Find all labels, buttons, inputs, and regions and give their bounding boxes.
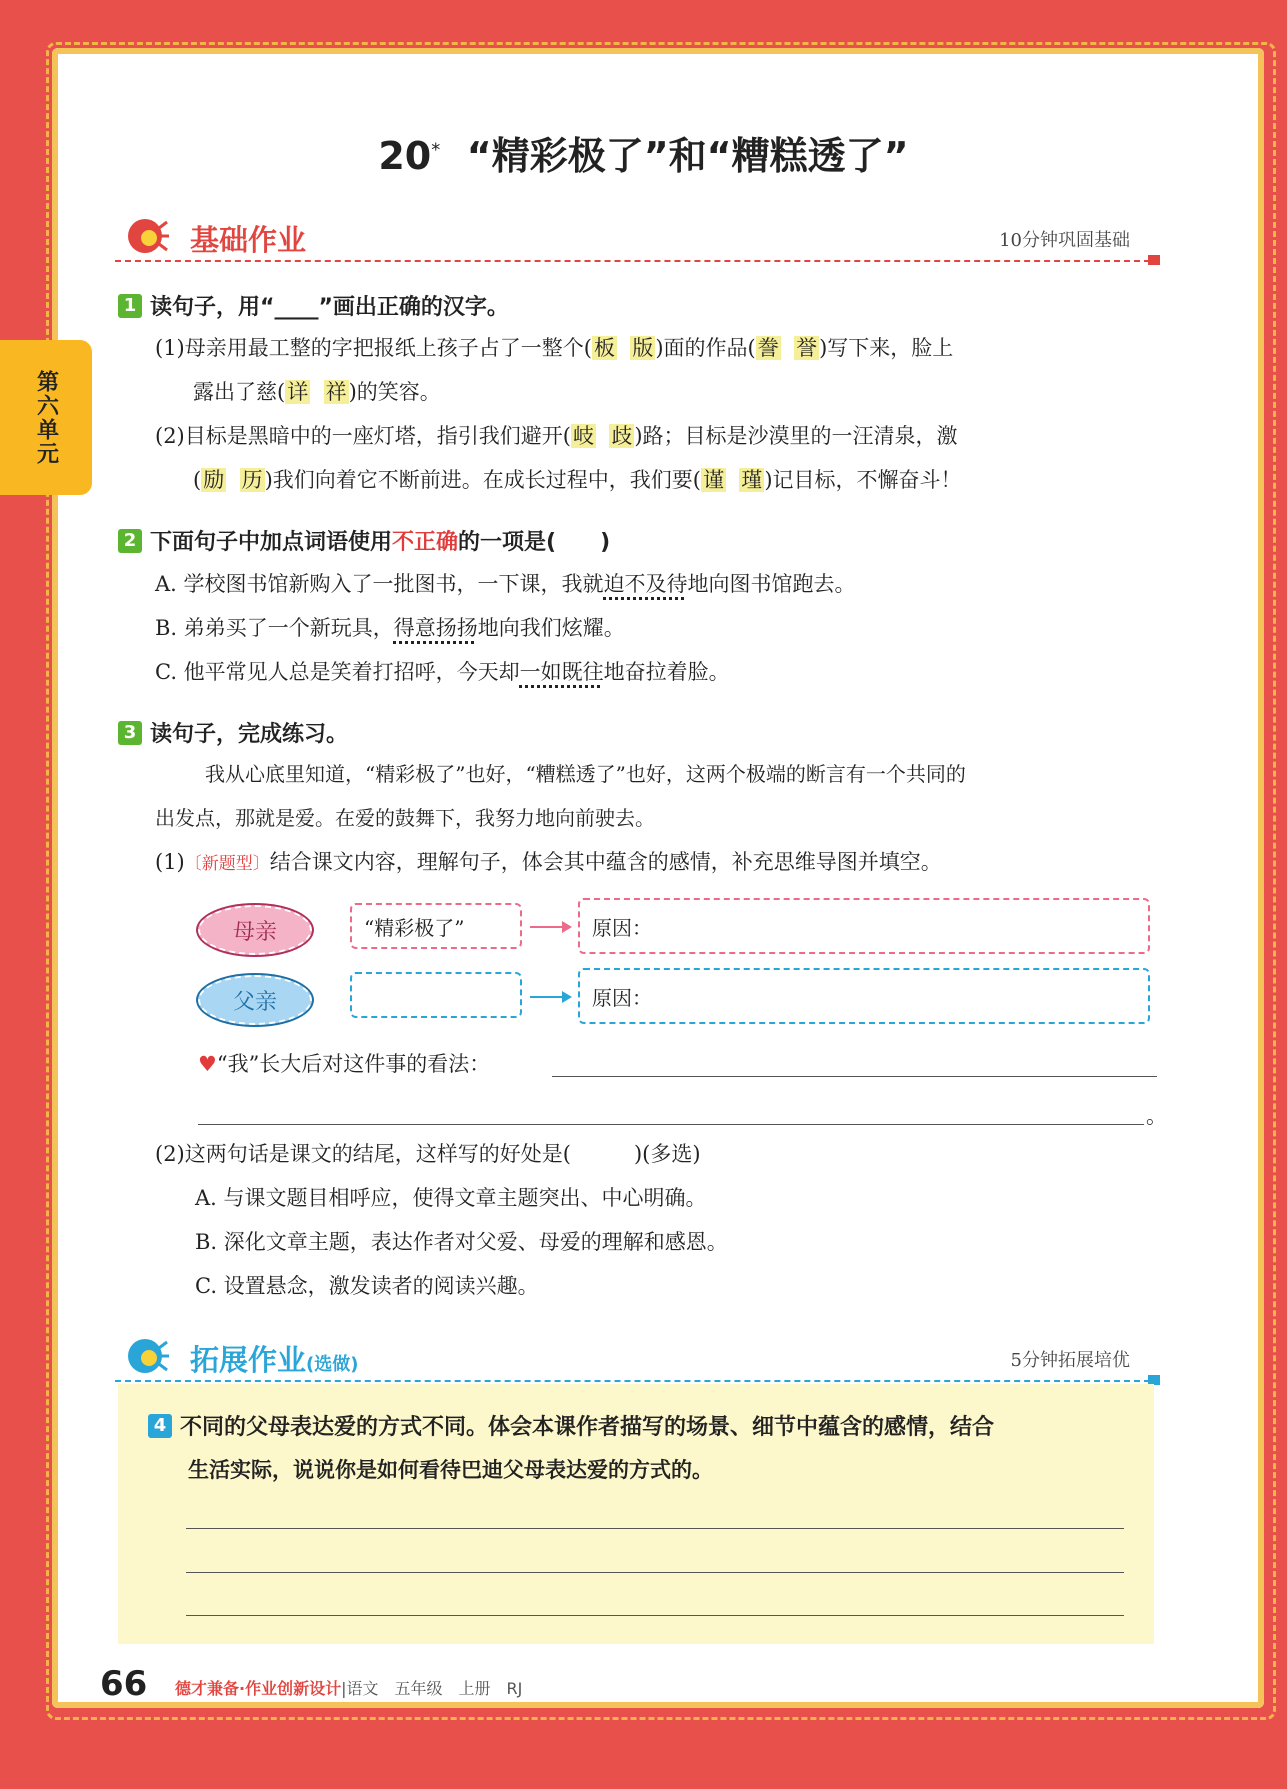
q1-line1: [155, 326, 953, 370]
basic-section-header: [115, 210, 1160, 270]
option-text: 地向图书馆跑去。: [687, 572, 856, 596]
option-text: C. 他平常见人总是笑着打招呼，今天却: [155, 660, 520, 684]
lesson-title: [0, 125, 1287, 180]
q2-option-a[interactable]: [155, 562, 856, 606]
page-number: 66: [100, 1664, 148, 1704]
dotted-word: 迫不及待: [603, 572, 688, 596]
bell-icon: [123, 214, 169, 258]
q1-text: )写下来，脸上: [819, 336, 954, 360]
basic-section-divider: [115, 260, 1160, 262]
mother-label: 母亲: [232, 919, 277, 945]
q3-sub1-number: (1): [155, 850, 185, 874]
q1-text: )的笑容。: [348, 380, 441, 404]
option-text: 地向我们炫耀。: [477, 616, 625, 640]
lesson-number: 20: [378, 134, 432, 178]
q2-number: 2: [118, 529, 142, 553]
q1-choice[interactable]: 誊: [757, 336, 779, 360]
unit-tab: 第六单元: [0, 340, 92, 495]
mother-arrow: [530, 926, 570, 928]
q2-instruction-emphasis: 不正确: [392, 530, 459, 555]
answer-line[interactable]: [552, 1076, 1157, 1077]
q1-line3: [155, 414, 958, 458]
q1-choice[interactable]: 历: [241, 468, 263, 492]
answer-line[interactable]: [186, 1528, 1124, 1529]
new-type-tag: 〔新题型〕: [184, 854, 270, 874]
mother-reason-box[interactable]: [578, 898, 1150, 954]
basic-section-note: 10分钟巩固基础: [999, 230, 1130, 251]
q1-number: 1: [118, 294, 142, 318]
mother-oval: [198, 905, 312, 955]
lesson-mark: *: [431, 139, 441, 161]
view-prompt: [198, 1042, 490, 1086]
dotted-word: 得意扬扬: [393, 616, 478, 640]
reason-label: 原因：: [592, 915, 652, 940]
q1-text: (2)目标是黑暗中的一座灯塔，指引我们避开(: [155, 424, 571, 448]
basic-section-title: 基础作业: [190, 223, 307, 257]
q1-header: [118, 290, 509, 321]
q4-header: [148, 1410, 994, 1441]
q3-sub2-option-b[interactable]: B. 深化文章主题，表达作者对父爱、母爱的理解和感恩。: [195, 1230, 728, 1254]
q1-choice[interactable]: 歧: [611, 424, 633, 448]
q3-passage-line2: 出发点，那就是爱。在爱的鼓舞下，我努力地向前驶去。: [155, 806, 655, 830]
extend-section-header: [115, 1330, 1160, 1390]
heart-icon: ♥: [198, 1052, 217, 1076]
q2-option-b[interactable]: [155, 606, 625, 650]
q3-sub2-option-c[interactable]: C. 设置悬念，激发读者的阅读兴趣。: [195, 1274, 539, 1298]
mother-answer-box: “精彩极了”: [350, 903, 522, 949]
q1-text: )路；目标是沙漠里的一汪清泉，激: [634, 424, 958, 448]
optional-tag: (选做): [306, 1354, 359, 1375]
q1-choice[interactable]: 祥: [325, 380, 347, 404]
answer-line[interactable]: [186, 1572, 1124, 1573]
divider-end-marker: [1148, 255, 1160, 265]
q1-text: )面的作品(: [655, 336, 756, 360]
option-text: A. 学校图书馆新购入了一批图书，一下课，我就: [155, 572, 604, 596]
q1-choice[interactable]: 板: [593, 336, 615, 360]
q3-sub2: (2)这两句话是课文的结尾，这样写的好处是( )(多选): [155, 1142, 701, 1166]
answer-line[interactable]: [186, 1615, 1124, 1616]
q1-text: )记目标，不懈奋斗！: [764, 468, 962, 492]
q1-choice[interactable]: 版: [632, 336, 654, 360]
option-text: 地奋拉着脸。: [603, 660, 730, 684]
q2-option-c[interactable]: [155, 650, 730, 694]
reason-label: 原因：: [592, 985, 652, 1010]
q1-text: 露出了慈(: [193, 380, 286, 404]
q1-choice[interactable]: 瑾: [741, 468, 763, 492]
extend-section-note: 5分钟拓展培优: [1010, 1350, 1130, 1371]
lesson-name: “精彩极了”和“糟糕透了”: [466, 134, 909, 178]
q3-header: [118, 717, 348, 748]
q1-choice[interactable]: 岐: [572, 424, 594, 448]
q1-choice[interactable]: 励: [203, 468, 225, 492]
q1-text: )我们向着它不断前进。在成长过程中，我们要(: [264, 468, 701, 492]
footer-brand: 德才兼备·作业创新设计: [175, 1679, 342, 1698]
father-reason-box[interactable]: [578, 968, 1150, 1024]
footer-info: [175, 1676, 522, 1699]
q3-sub2-option-a[interactable]: A. 与课文题目相呼应，使得文章主题突出、中心明确。: [195, 1186, 707, 1210]
q4-instruction-line2: 生活实际，说说你是如何看待巴迪父母表达爱的方式的。: [188, 1458, 713, 1482]
q3-sub1: [155, 840, 942, 886]
extend-section-divider: [115, 1380, 1160, 1382]
extend-title-text: 拓展作业: [190, 1343, 307, 1377]
option-text: B. 弟弟买了一个新玩具，: [155, 616, 394, 640]
father-oval: [198, 975, 312, 1025]
line-period: 。: [1146, 1104, 1167, 1128]
q3-number: 3: [118, 721, 142, 745]
q2-header: [118, 525, 610, 556]
q4-number: 4: [148, 1414, 172, 1438]
q1-choice[interactable]: 誉: [796, 336, 818, 360]
footer-book-info: |语文 五年级 上册 RJ: [341, 1679, 523, 1698]
answer-line[interactable]: [198, 1124, 1144, 1125]
q1-line2: [193, 370, 441, 414]
dotted-word: 一如既往: [519, 660, 604, 684]
q3-instruction: 读句子，完成练习。: [150, 722, 349, 747]
q1-line4: [193, 458, 962, 502]
q1-choice[interactable]: 谨: [702, 468, 724, 492]
view-label: “我”长大后对这件事的看法：: [216, 1052, 491, 1076]
q2-instruction: 下面句子中加点词语使用: [150, 530, 393, 555]
q2-instruction-end: 的一项是( ): [458, 530, 611, 555]
q1-choice[interactable]: 详: [287, 380, 309, 404]
q4-instruction: 不同的父母表达爱的方式不同。体会本课作者描写的场景、细节中蕴含的感情，结合: [180, 1415, 995, 1440]
q1-text: (: [193, 468, 202, 492]
extend-section-title: [190, 1338, 358, 1379]
q1-instruction: 读句子，用“____”画出正确的汉字。: [150, 295, 509, 320]
q1-text: (1)母亲用最工整的字把报纸上孩子占了一整个(: [155, 336, 592, 360]
father-answer-box[interactable]: [350, 972, 522, 1018]
father-arrow: [530, 996, 570, 998]
bell-icon: [123, 1334, 169, 1378]
q3-sub1-text: 结合课文内容，理解句子，体会其中蕴含的感情，补充思维导图并填空。: [269, 850, 942, 874]
q3-passage-line1: 我从心底里知道，“精彩极了”也好，“糟糕透了”也好，这两个极端的断言有一个共同的: [205, 762, 966, 786]
father-label: 父亲: [232, 989, 277, 1015]
